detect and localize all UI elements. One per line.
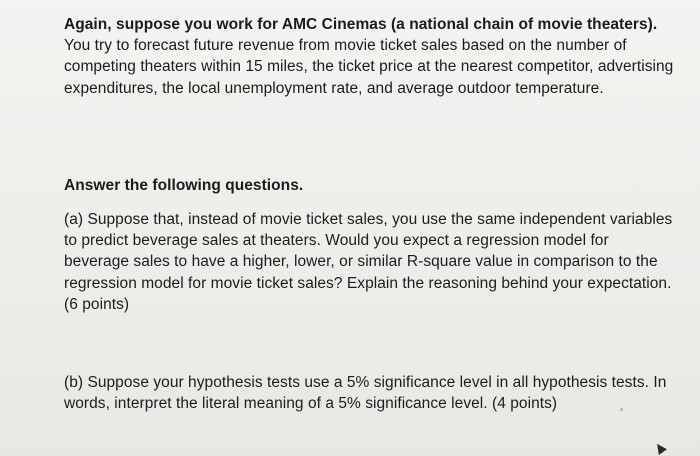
- intro-paragraph: [64, 14, 678, 99]
- intro-body: You try to forecast future revenue from movie ticket sales based on the number of competing theaters within 15 miles, the ticket price at the nearest competitor, advertising expenditures, the local unemployment rate, and average outdoor temperature.: [64, 37, 674, 97]
- questions-heading: Answer the following questions.: [64, 177, 304, 194]
- question-b: (b) Suppose your hypothesis tests use a 5% significance level in all hypothesis tests. In words, interpret the literal meaning of a 5% significance level. (4 points): [64, 374, 667, 413]
- intro-lead: Again, suppose you work for AMC Cinemas (a national chain of movie theaters).: [64, 16, 658, 33]
- paper-speck: [620, 408, 623, 411]
- question-a: (a) Suppose that, instead of movie ticket sales, you use the same independent variables to predict beverage sales at theaters. Would you expect a regression model for beverage sales to have a higher, lower, or similar R-square value in comparison to the regression model for movie ticket sales? Explain the reasoning behind your expectation. (6 points): [64, 211, 673, 313]
- mouse-cursor-icon: [653, 441, 667, 455]
